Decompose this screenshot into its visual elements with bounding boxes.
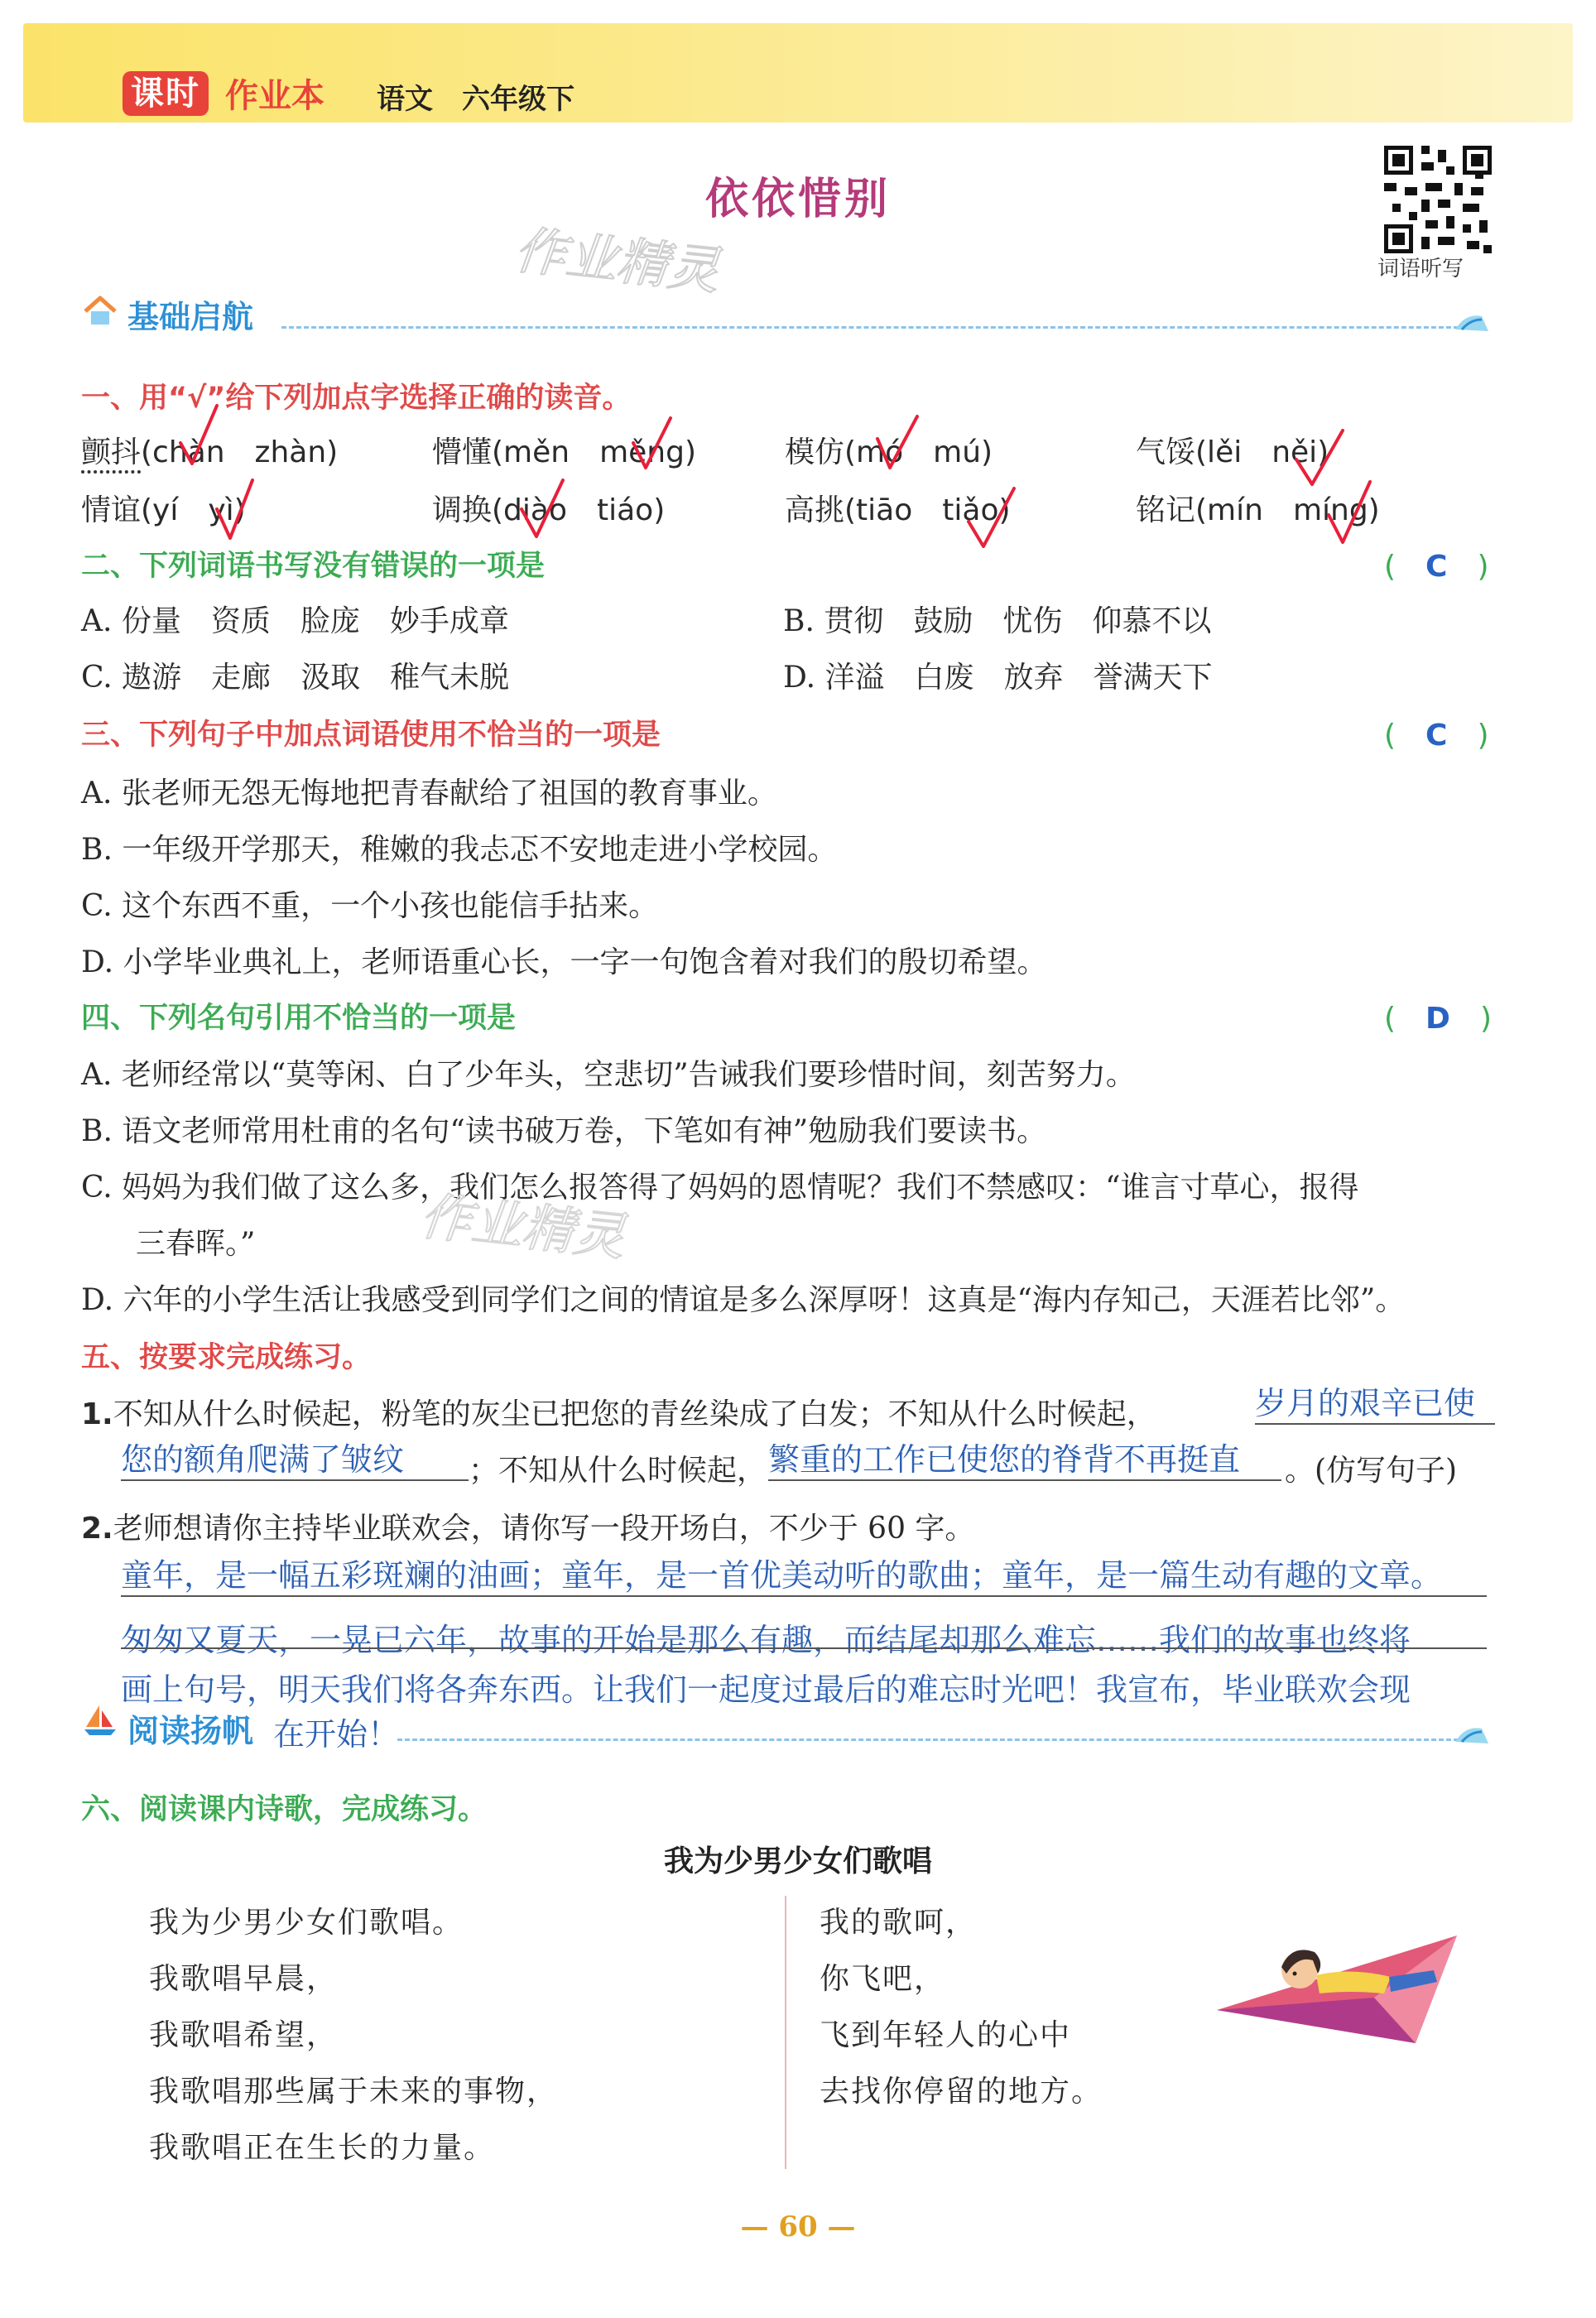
page-number: — 60 — <box>740 2210 856 2243</box>
q2-option[interactable]: D. 洋溢 白废 放弃 誉满天下 <box>783 661 1213 695</box>
paper-plane-illustration <box>1209 1919 1490 2060</box>
page-title: 依依惜别 <box>704 175 891 224</box>
q6-header: 六、阅读课内诗歌，完成练习。 <box>81 1793 488 1826</box>
q5-item1-line1 <box>81 1391 1156 1433</box>
q2-option[interactable]: A. 份量 资质 脸庞 妙手成章 <box>81 604 509 638</box>
q5-item2-answer-line[interactable]: 在开始！ <box>273 1716 400 1753</box>
q5-item2-answer-line[interactable]: 匆匆又夏天，一晃已六年，故事的开始是那么有趣，而结尾却那么难忘……我们的故事也终将 <box>121 1622 1411 1658</box>
poem-line: 飞到年轻人的心中 <box>820 2018 1072 2052</box>
wave-icon <box>1454 308 1490 333</box>
q1-item[interactable] <box>432 429 696 471</box>
logo-text: 作业本 <box>225 77 324 115</box>
poem-divider <box>785 1896 786 2169</box>
poem-line: 去找你停留的地方。 <box>820 2075 1103 2109</box>
house-icon <box>83 295 118 328</box>
q4-option[interactable]: D. 六年的小学生活让我感受到同学们之间的情谊是多么深厚呀！这真是“海内存知己，天涯若比邻”。 <box>81 1283 1406 1317</box>
q3-option[interactable]: B. 一年级开学那天，稚嫩的我忐忑不安地走进小学校园。 <box>81 833 838 867</box>
q1-item[interactable] <box>785 487 1011 529</box>
q1-item-word: 情谊 <box>81 493 142 527</box>
q1-item-word: 颤抖 <box>81 435 142 469</box>
q5-item2-line <box>81 1505 974 1547</box>
q3-option[interactable]: D. 小学毕业典礼上，老师语重心长，一字一句饱含着对我们的殷切希望。 <box>81 945 1047 979</box>
subject-label: 语文 <box>377 83 433 116</box>
q1-item-word: 懵懂 <box>432 435 493 469</box>
watermark: 作业精灵 <box>512 219 723 301</box>
grade-label: 六年级下 <box>462 83 574 116</box>
qr-code-icon[interactable] <box>1384 146 1492 253</box>
qr-caption: 词语听写 <box>1377 257 1464 281</box>
poem-title: 我为少男少女们歌唱 <box>663 1844 932 1878</box>
q2-answer-bracket[interactable]: ( C ) <box>1384 550 1489 584</box>
q5-header: 五、按要求完成练习。 <box>81 1341 372 1374</box>
q1-header: 一、用“√”给下列加点字选择正确的读音。 <box>81 382 632 415</box>
q4-option[interactable]: A. 老师经常以“莫等闲、白了少年头，空悲切”告诫我们要珍惜时间，刻苦努力。 <box>81 1058 1136 1092</box>
q1-item-word: 模仿 <box>785 435 845 469</box>
answer-underline <box>121 1647 1487 1649</box>
q1-item[interactable] <box>81 487 246 529</box>
poem-line: 我歌唱希望， <box>149 2018 339 2052</box>
q1-item-options: (měn měng) <box>492 435 697 469</box>
q3-option[interactable]: A. 张老师无怨无悔地把青春献给了祖国的教育事业。 <box>81 777 777 810</box>
section-divider <box>397 1738 1473 1741</box>
q1-item-word: 气馁 <box>1136 435 1196 469</box>
q5-item1-text-c: 。(仿写句子) <box>1285 1454 1458 1488</box>
q5-item1-text: 不知从什么时候起，粉笔的灰尘已把您的青丝染成了白发；不知从什么时候起， <box>113 1397 1156 1431</box>
sailboat-icon <box>83 1704 118 1737</box>
q1-item[interactable] <box>432 487 665 529</box>
q2-answer: C <box>1425 550 1448 584</box>
q4-header: 四、下列名句引用不恰当的一项是 <box>81 1002 517 1035</box>
q1-item-word: 铭记 <box>1136 493 1196 527</box>
q5-item2-answer-line[interactable]: 童年，是一幅五彩斑斓的油画；童年，是一首优美动听的歌曲；童年，是一篇生动有趣的文章。 <box>121 1550 1487 1597</box>
q5-item1-answer-a[interactable]: 岁月的艰辛已使 <box>1255 1378 1495 1425</box>
q5-item1-text-b: ；不知从什么时候起， <box>469 1454 767 1488</box>
logo-badge: 课时 <box>123 71 209 116</box>
q1-item[interactable] <box>81 429 338 471</box>
q1-item-options: (lěi něi) <box>1195 435 1329 469</box>
section-basic-title: 基础启航 <box>127 299 254 335</box>
q1-item-word: 高挑 <box>785 493 845 527</box>
poem-line: 我歌唱那些属于未来的事物， <box>149 2075 559 2109</box>
q1-item[interactable] <box>1136 429 1329 471</box>
q2-option[interactable]: B. 贯彻 鼓励 忧伤 仰慕不以 <box>783 604 1212 638</box>
poem-line: 我的歌呵， <box>820 1906 978 1940</box>
q5-item1-number: 1. <box>81 1397 113 1431</box>
q1-item-options: (diào tiáo) <box>492 493 666 527</box>
q3-answer: C <box>1425 719 1448 753</box>
q1-item[interactable] <box>1136 487 1380 529</box>
q4-option[interactable]: C. 妈妈为我们做了这么多，我们怎么报答得了妈妈的恩情呢？我们不禁感叹：“谁言寸草心，报得 <box>81 1171 1359 1205</box>
q1-item-options: (chàn zhàn) <box>141 435 339 469</box>
section-divider <box>281 326 1473 329</box>
q2-option[interactable]: C. 遨游 走廊 汲取 稚气未脱 <box>81 661 510 695</box>
q4-answer-bracket[interactable]: ( D ) <box>1384 1002 1492 1036</box>
q2-header: 二、下列词语书写没有错误的一项是 <box>81 550 546 583</box>
q1-item-options: (mín míng) <box>1195 493 1380 527</box>
q1-item[interactable] <box>785 429 993 471</box>
q4-option-continued: 三春晖。” <box>136 1227 256 1261</box>
poem-line: 你飞吧， <box>820 1962 946 1996</box>
q5-item2-number: 2. <box>81 1512 113 1546</box>
watermark: 作业精灵 <box>417 1185 628 1267</box>
q3-answer-bracket[interactable]: ( C ) <box>1384 719 1489 753</box>
q3-option[interactable]: C. 这个东西不重，一个小孩也能信手拈来。 <box>81 889 659 923</box>
q1-item-options: (tiāo tiǎo) <box>844 493 1011 527</box>
q1-item-options: (mó mú) <box>844 435 993 469</box>
wave-icon <box>1454 1720 1490 1745</box>
q5-item1-answer-c[interactable]: 繁重的工作已使您的脊背不再挺直 <box>768 1434 1281 1481</box>
q1-item-word: 调换 <box>432 493 493 527</box>
q5-item1-answer-b[interactable]: 您的额角爬满了皱纹 <box>121 1434 469 1481</box>
poem-line: 我为少男少女们歌唱。 <box>149 1906 464 1940</box>
q4-answer: D <box>1425 1002 1450 1036</box>
q5-item2-answer-line[interactable]: 画上句号，明天我们将各奔东西。让我们一起度过最后的难忘时光吧！我宣布，毕业联欢会现 <box>121 1671 1411 1708</box>
q5-item2-text: 老师想请你主持毕业联欢会，请你写一段开场白，不少于 60 字。 <box>113 1512 975 1546</box>
poem-line: 我歌唱正在生长的力量。 <box>149 2131 496 2165</box>
poem-line: 我歌唱早晨， <box>149 1962 339 1996</box>
q1-item-options: (yí yì) <box>141 493 246 527</box>
q3-header: 三、下列句子中加点词语使用不恰当的一项是 <box>81 719 661 752</box>
section-reading-title: 阅读扬帆 <box>127 1713 254 1749</box>
q4-option[interactable]: B. 语文老师常用杜甫的名句“读书破万卷，下笔如有神”勉励我们要读书。 <box>81 1114 1047 1148</box>
